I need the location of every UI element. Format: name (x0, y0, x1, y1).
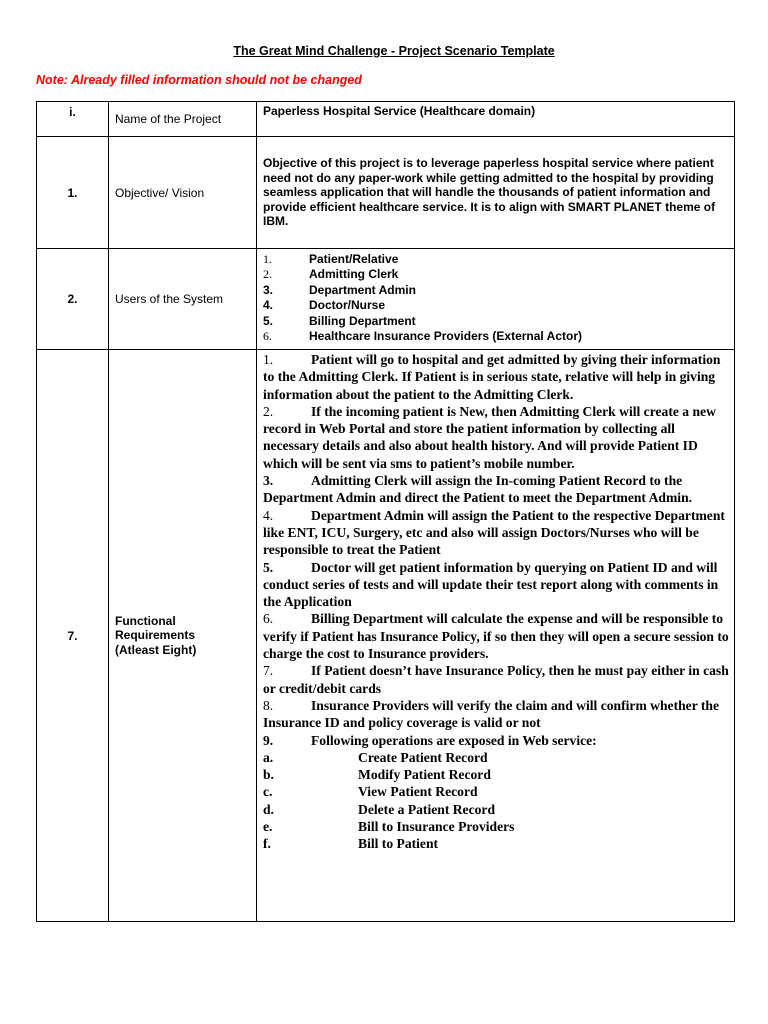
list-item: d. Delete a Patient Record (263, 801, 496, 817)
list-item: e. Bill to Insurance Providers (263, 819, 515, 835)
list-item: a. Create Patient Record (263, 749, 488, 765)
row-number: 1. (37, 137, 109, 249)
table-row-users (37, 249, 735, 350)
scenario-table (36, 101, 735, 922)
list-item: 3. Admitting Clerk will assign the In-coming Patient Record to the Department Admin and direct the Patient to meet the Department Admin. (263, 473, 693, 506)
list-item: 6. Healthcare Insurance Providers (External Actor) (263, 329, 582, 344)
list-item: 9. Following operations are exposed in Web service: (263, 732, 597, 748)
table-row-project (37, 102, 735, 137)
row-label: Users of the System (109, 249, 257, 350)
list-item: 4. Department Admin will assign the Patient to the respective Department like ENT, ICU, Surgery, etc and also will assign Doctors/Nurses who will be responsible to treat the Patient (263, 507, 725, 558)
users-list (257, 249, 735, 350)
document-title: The Great Mind Challenge - Project Scenario Template (233, 44, 555, 58)
list-item: 3. Department Admin (263, 282, 416, 297)
project-name-value: Paperless Hospital Service (Healthcare domain) (257, 102, 735, 137)
list-item: 5. Billing Department (263, 313, 416, 328)
list-item: 2. Admitting Clerk (263, 267, 399, 282)
list-item: 1. Patient will go to hospital and get admitted by giving their information to the Admitting Clerk. If Patient is in serious state, relative will help in giving information about the patient to the Admitting Clerk. (263, 352, 721, 402)
note-text: Note: Already filled information should not be changed (36, 73, 362, 87)
row-label: Name of the Project (109, 102, 257, 137)
row-number: 7. (37, 350, 109, 922)
row-label: Objective/ Vision (109, 137, 257, 249)
web-service-operations (263, 749, 730, 853)
list-item: 4. Doctor/Nurse (263, 298, 386, 313)
table-row-objective (37, 137, 735, 249)
row-number: 2. (37, 249, 109, 350)
list-item: 1. Patient/Relative (263, 252, 399, 266)
list-item: 7. If Patient doesn’t have Insurance Policy, then he must pay either in cash or credit/debit cards (263, 663, 729, 696)
list-item: c. View Patient Record (263, 784, 478, 800)
table-row-functional (37, 350, 735, 922)
list-item: 8. Insurance Providers will verify the claim and will confirm whether the Insurance ID and policy coverage is valid or not (263, 697, 720, 731)
row-label: Functional Requirements (Atleast Eight) (109, 350, 257, 922)
row-number: i. (37, 102, 109, 137)
list-item: 5. Doctor will get patient information by querying on Patient ID and will conduct series of tests and will update their test report along with comments in the Application (263, 559, 719, 610)
list-item: 6. Billing Department will calculate the expense and will be responsible to verify if Patient has Insurance Policy, if so then they will open a secure session to charge the cost to Insurance providers. (263, 611, 729, 662)
list-item: f. Bill to Patient (263, 836, 439, 852)
list-item: 2. If the incoming patient is New, then Admitting Clerk will create a new record in Web Portal and store the patient information by collecting all necessary details and also about health history. And will provide Patient ID which will be sent via sms to patient’s mobile number. (263, 403, 716, 471)
functional-requirements (257, 350, 735, 922)
list-item: b. Modify Patient Record (263, 767, 491, 783)
objective-value: Objective of this project is to leverage paperless hospital service where patient need not do any paper-work while getting admitted to the hospital by providing seamless application that will handle the thousands of patient information and provide efficient healthcare service. It is to align with SMART PLANET theme of IBM. (257, 137, 735, 249)
